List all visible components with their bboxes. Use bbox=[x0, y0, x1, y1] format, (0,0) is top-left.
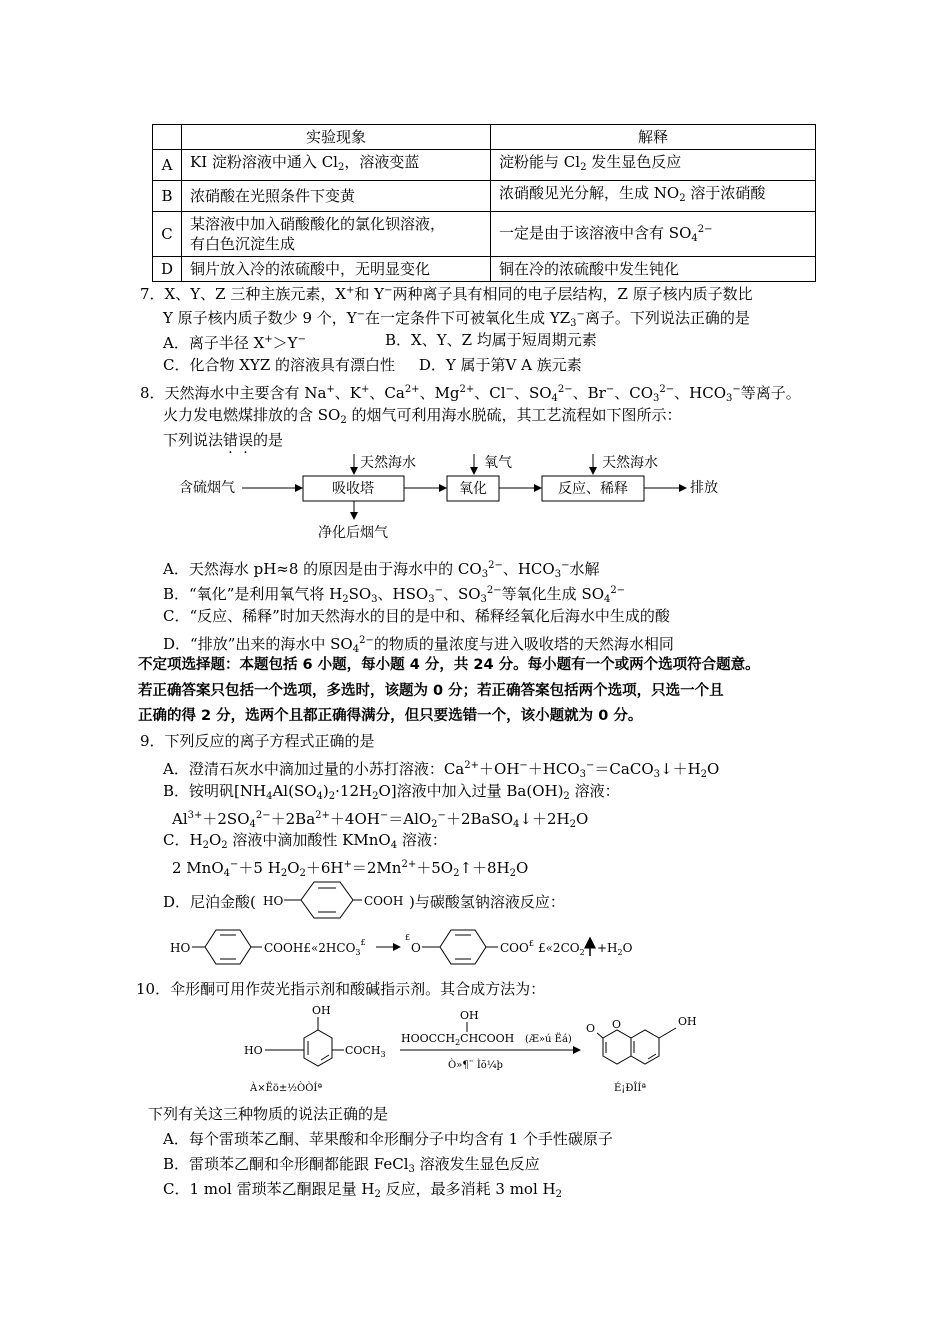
q9-structures bbox=[0, 870, 950, 980]
eq-charge: £ bbox=[405, 933, 411, 942]
q8-option-d: D．“排放”出来的海水中 $SO_4^{2-}$的物质的量浓度与进入吸收塔的天然海水相同 bbox=[163, 635, 674, 655]
sm-name-label: À×Ëö±½ÒÒÍª bbox=[250, 1083, 323, 1094]
resacetophenone-structure bbox=[244, 1004, 386, 1094]
q9-option-c-line2: 2 MnO$_4$−＋5 $H_2O_2+6H^+=2Mn^{2+}+5O_2↑+8H_2O$ bbox=[172, 859, 529, 879]
table-cell-option: B bbox=[153, 181, 182, 212]
flow-input-label: 含硫烟气 bbox=[179, 480, 235, 496]
q10-stem: 10．伞形酮可用作荧光指示剂和酸碱指示剂。其合成方法为： bbox=[136, 980, 546, 998]
nipagin-acid-structure bbox=[263, 882, 403, 918]
eq-mid-label: $COOH£«2HCO_3^£$ bbox=[264, 938, 366, 957]
flow-output-clean-gas: 净化后烟气 bbox=[318, 525, 388, 541]
flow-box-reaction-label: 反应、稀释 bbox=[558, 481, 628, 497]
q9-option-b-line2: $Al^{3+}+2SO_4^{2-}+2Ba^{2+}+4OH^-=AlO_2^-+2BaSO_4↓+2H_2O$ bbox=[172, 810, 589, 830]
table-cell-option: C bbox=[153, 212, 182, 257]
prod-oh-label: OH bbox=[678, 1015, 697, 1028]
q7-option-b: B．X、Y、Z 均属于短周期元素 bbox=[385, 331, 597, 349]
flow-box-oxidation-label: 氧化 bbox=[459, 481, 487, 497]
table-cell-option: D bbox=[153, 257, 182, 282]
table-cell-explanation: 一定是由于该溶液中含有 $SO_4^{2-}$ bbox=[491, 212, 816, 257]
reaction-arrow bbox=[400, 1009, 580, 1071]
eq-h2o-label: $+H_2O$ bbox=[597, 941, 633, 957]
q10-option-b: B．雷琐苯乙酮和伞形酮都能跟 FeCl$_3$ 溶液发生显色反应 bbox=[163, 1155, 540, 1175]
sm-coch3-label: $COCH_3$ bbox=[345, 1044, 386, 1059]
prod-ring-o: O bbox=[612, 1018, 622, 1031]
q10-intro: 下列有关这三种物质的说法正确的是 bbox=[148, 1105, 389, 1123]
q7-option-a: A．离子半径 X+＞Y− bbox=[163, 334, 306, 352]
flow-diagram bbox=[0, 0, 950, 545]
q10-synthesis-scheme bbox=[0, 1000, 950, 1100]
reagent-oh-label: OH bbox=[460, 1009, 479, 1022]
flow-box-absorber-label: 吸收塔 bbox=[332, 481, 374, 497]
table-cell-phenomenon: 浓硝酸在光照条件下变黄 bbox=[182, 181, 491, 212]
q7-option-cd: C．化合物 XYZ 的溶液具有漂白性 D．Y 属于第Ⅴ A 族元素 bbox=[163, 356, 582, 374]
q8-option-b: B．“氧化”是利用氧气将 $H_2SO_3$、$HSO_3^-$、$SO_3^{2-}$等氧化生成 $SO_4^{2-}$ bbox=[163, 585, 626, 605]
flow-output-label: 排放 bbox=[690, 480, 718, 496]
q10-option-c: C．1 mol 雷琐苯乙酮跟足量 $H_2$ 反应，最多消耗 3 mol $H_2$ bbox=[163, 1180, 562, 1200]
umbelliferone-structure bbox=[586, 1015, 697, 1094]
prod-name-label: É¡ÐÎÍª bbox=[614, 1083, 647, 1094]
table-header-cell: 实验现象 bbox=[182, 125, 491, 150]
prod-carbonyl-o: O bbox=[586, 1022, 596, 1035]
q8-stem-line1: 8．天然海水中主要含有 Na+、K+、$Ca^{2+}$、$Mg^{2+}$、Cl−、$SO_4^{2-}$、Br−、$CO_3^{2-}$、$HCO_3^-$等离子。 bbox=[140, 384, 801, 404]
q8-stem-line2: 火力发电燃煤排放的含 $SO_2$ 的烟气可利用海水脱硫，其工艺流程如下图所示： bbox=[163, 406, 682, 426]
q8-option-c: C．“反应、稀释”时加天然海水的目的是中和、稀释经氧化后海水中生成的酸 bbox=[163, 607, 670, 625]
flow-input-seawater-1: 天然海水 bbox=[360, 455, 416, 471]
q9-option-a: A．澄清石灰水中滴加过量的小苏打溶液：$Ca^{2+}+OH^-+HCO_3^-=CaCO_3↓+H_2O$ bbox=[163, 760, 720, 780]
q7-stem-line2: Y 原子核内质子数少 9 个，Y−在一定条件下可被氧化生成 $YZ_3^-$离子。下列说法正确的是 bbox=[163, 309, 750, 329]
sm-oh-label: OH bbox=[312, 1004, 331, 1017]
q7-stem-line1: 7．X、Y、Z 三种主族元素，X+和 Y−两种离子具有相同的电子层结构，Z 原子核内质子数比 bbox=[140, 285, 753, 303]
reagent-name: (Æ»ú Ëá) bbox=[525, 1034, 572, 1045]
flow-input-seawater-2: 天然海水 bbox=[602, 455, 658, 471]
q9-option-b-line1: B．铵明矾$[NH_4Al(SO_4)_2\cdot 12H_2O]$溶液中加入过量 $Ba(OH)_2$ 溶液： bbox=[163, 782, 620, 802]
reaction-condition: Ò»¶¨ Ìõ¼þ bbox=[448, 1060, 503, 1071]
q9-option-c-line1: C．$H_2O_2$ 溶液中滴加酸性 KMnO$_4$ 溶液： bbox=[163, 831, 447, 851]
q9-stem: 9．下列反应的离子方程式正确的是 bbox=[140, 732, 375, 750]
table-cell-explanation: 淀粉能与 $Cl_2$ 发生显色反应 bbox=[491, 150, 816, 181]
q8-stem-line3: 下列说法错误的是 bbox=[163, 431, 284, 449]
table-cell-phenomenon: KI 淀粉溶液中通入 $Cl_2$，溶液变蓝 bbox=[182, 150, 491, 181]
q9-d-equation bbox=[170, 930, 633, 964]
table-header-cell: 解释 bbox=[491, 125, 816, 150]
section-instructions-line1: 不定项选择题：本题包括 6 小题，每小题 4 分，共 24 分。每小题有一个或两个选项符合题意。 bbox=[138, 657, 760, 673]
q8-option-a: A．天然海水 pH≈8 的原因是由于海水中的 $CO_3^{2-}$、$HCO_3^-$水解 bbox=[163, 560, 600, 580]
table-cell-option: A bbox=[153, 150, 182, 181]
q9-option-d-pre: D．尼泊金酸( bbox=[163, 893, 256, 911]
table-cell-phenomenon: 铜片放入冷的浓硫酸中，无明显变化 bbox=[182, 257, 491, 282]
sm-ho-label: HO bbox=[244, 1044, 263, 1057]
struct-ho-label: HO bbox=[263, 894, 284, 908]
section-instructions-line2: 若正确答案只包括一个选项，多选时，该题为 0 分；若正确答案包括两个选项，只选一个且 bbox=[138, 683, 724, 699]
table-cell-phenomenon: 某溶液中加入硝酸酸化的氯化钡溶液， 有白色沉淀生成 bbox=[182, 212, 491, 257]
eq-o-label: O bbox=[411, 941, 421, 955]
q9-option-d-post: )与碳酸氢钠溶液反应： bbox=[409, 893, 565, 911]
table-cell-explanation: 浓硝酸见光分解，生成 $NO_2$ 溶于浓硝酸 bbox=[491, 181, 816, 212]
reagent-formula: $HOOCCH_2CHCOOH$ bbox=[401, 1032, 515, 1047]
struct-cooh-label: COOH bbox=[364, 894, 404, 908]
section-instructions-line3: 正确的得 2 分，选两个且都正确得满分，但只要选错一个，该小题就为 0 分。 bbox=[138, 708, 643, 724]
flow-input-oxygen: 氧气 bbox=[484, 455, 512, 471]
eq-ho-label: HO bbox=[170, 941, 191, 955]
q10-option-a: A．每个雷琐苯乙酮、苹果酸和伞形酮分子中均含有 1 个手性碳原子 bbox=[163, 1130, 613, 1148]
table-cell-explanation: 铜在冷的浓硫酸中发生钝化 bbox=[491, 257, 816, 282]
eq-coo-label: COO£ $£«2CO_2$ bbox=[500, 939, 585, 957]
